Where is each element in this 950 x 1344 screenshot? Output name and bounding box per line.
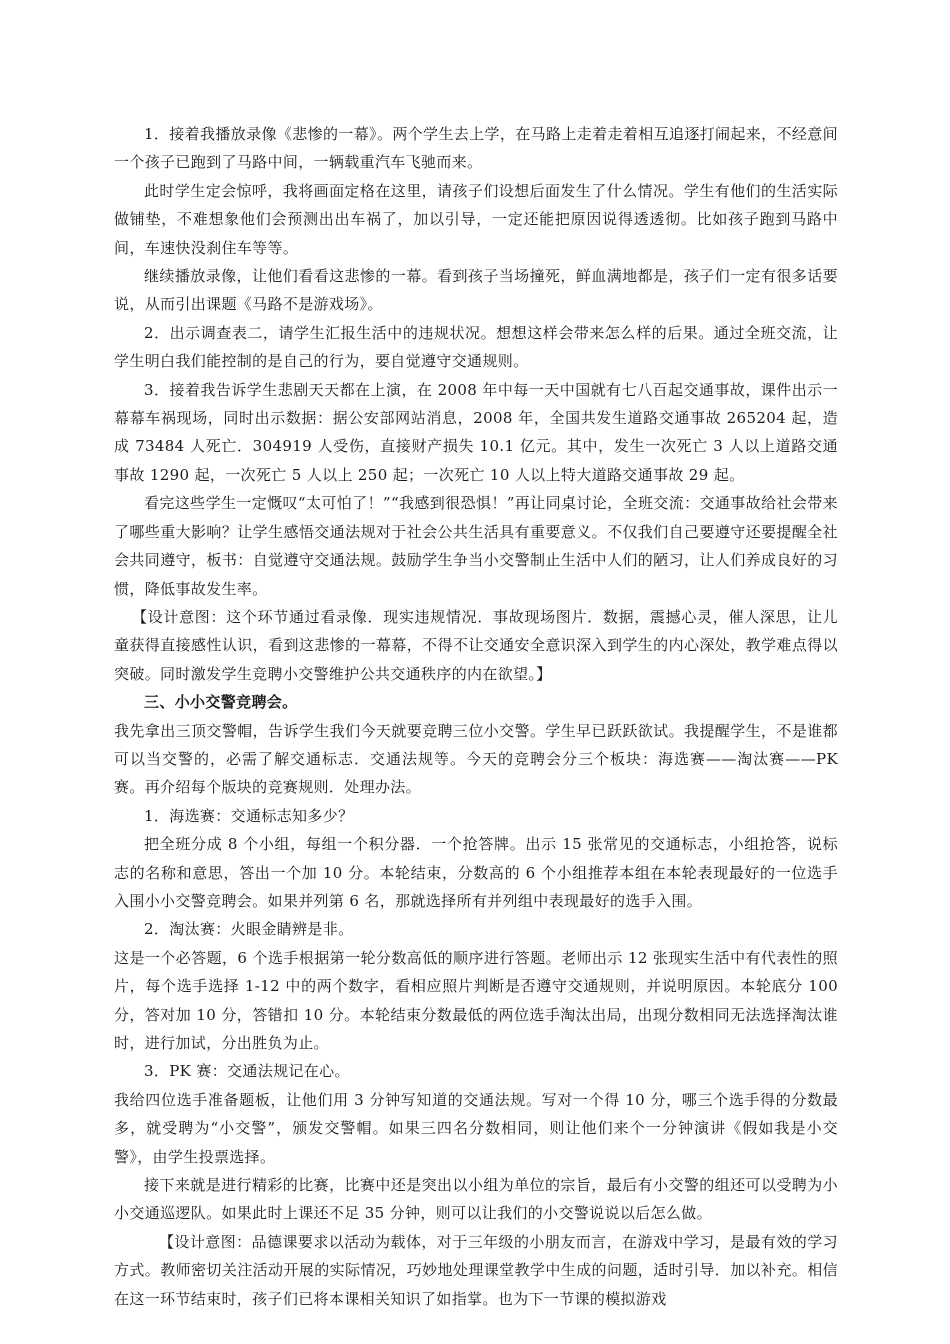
paragraph-design-intent-2: 【设计意图：品德课要求以活动为载体，对于三年级的小朋友而言，在游戏中学习，是最有效的学习方式。教师密切关注活动开展的实际情况，巧妙地处理课堂教学中生成的问题，适时引导．加以补充。相信在这一环节结束时，孩子们已将本课相关知识了如指掌。也为下一节课的模拟游戏	[114, 1232, 838, 1308]
paragraph-round-2-rules: 这是一个必答题，6 个选手根据第一轮分数高低的顺序进行答题。老师出示 12 张现实生活中有代表性的照片，每个选手选择 1-12 中的两个数字，看相应照片判断是否遵守交通规则，并说明原因。本轮底分 100 分，答对加 10 分，答错扣 10 分。本轮结束分数最低的两位选手淘汰出局，出现分数相同无法选择淘汰谁时，进行加试，分出胜负为止。	[114, 948, 838, 1052]
paragraph-lesson-title-intro: 继续播放录像，让他们看看这悲惨的一幕。看到孩子当场撞死，鲜血满地都是，孩子们一定有很多话要说，从而引出课题《马路不是游戏场》。	[114, 267, 838, 314]
document-body	[114, 120, 838, 1313]
paragraph-video-playback: 1．接着我播放录像《悲惨的一幕》。两个学生去上学，在马路上走着走着相互追逐打闹起来，不经意间一个孩子已跑到了马路中间，一辆载重汽车飞驰而来。	[114, 125, 838, 172]
section-heading: 三、小小交警竞聘会。	[144, 693, 298, 712]
paragraph-round-3-rules: 我给四位选手准备题板，让他们用 3 分钟写知道的交通法规。写对一个得 10 分，哪三个选手得的分数最多，就受聘为“小交警”，颁发交警帽。如果三四名分数相同，则让他们来个一分钟演讲《假如我是小交警》，由学生投票选择。	[114, 1090, 838, 1166]
paragraph-accident-statistics: 3．接着我告诉学生悲剧天天都在上演，在 2008 年中每一天中国就有七八百起交通事故，课件出示一幕幕车祸现场，同时出示数据：据公安部网站消息，2008 年，全国共发生道路交通事故 265204 起，造成 73484 人死亡．304919 人受伤，直接财产损失 10.1 亿元。其中，发生一次死亡 3 人以上道路交通事故 1290 起，一次死亡 5 人以上 250 起；一次死亡 10 人以上特大道路交通事故 29 起。	[114, 380, 838, 484]
subheading-round-3: 3．PK 赛：交通法规记在心。	[144, 1062, 350, 1081]
paragraph-design-intent-1: 【设计意图：这个环节通过看录像．现实违规情况．事故现场图片．数据，震撼心灵，催人深思，让儿童获得直接感性认识，看到这悲惨的一幕幕，不得不让交通安全意识深入到学生的内心深处，教学难点得以突破。同时激发学生竞聘小交警维护公共交通秩序的内在欲望。】	[114, 607, 838, 683]
paragraph-survey-table: 2．出示调查表二，请学生汇报生活中的违规状况。想想这样会带来怎么样的后果。通过全班交流，让学生明白我们能控制的是自己的行为，要自觉遵守交通规则。	[114, 323, 838, 371]
subheading-round-2: 2．淘汰赛：火眼金睛辨是非。	[144, 920, 354, 939]
paragraph-competition-intro: 我先拿出三顶交警帽，告诉学生我们今天就要竞聘三位小交警。学生早已跃跃欲试。我提醒学生，不是谁都可以当交警的，必需了解交通标志．交通法规等。今天的竞聘会分三个板块：海选赛——淘汰赛——PK 赛。再介绍每个版块的竞赛规则．处理办法。	[114, 721, 838, 797]
paragraph-class-discussion: 看完这些学生一定慨叹“太可怕了！”“我感到很恐惧！”再让同桌讨论，全班交流：交通事故给社会带来了哪些重大影响？让学生感悟交通法规对于社会公共生活具有重要意义。不仅我们自己要遵守还要提醒全社会共同遵守，板书：自觉遵守交通法规。鼓励学生争当小交警制止生活中人们的陋习，让人们养成良好的习惯，降低事故发生率。	[114, 494, 838, 598]
subheading-round-1: 1．海选赛：交通标志知多少？	[144, 806, 354, 825]
paragraph-round-1-rules: 把全班分成 8 个小组，每组一个积分器．一个抢答牌。出示 15 张常见的交通标志，小组抢答，说标志的名称和意思，答出一个加 10 分。本轮结束，分数高的 6 个小组推荐本组在本轮表现最好的一位选手入围小小交警竞聘会。如果并列第 6 名，那就选择所有并列组中表现最好的选手入围。	[114, 835, 838, 910]
paragraph-competition-process: 接下来就是进行精彩的比赛，比赛中还是突出以小组为单位的宗旨，最后有小交警的组还可以受聘为小小交通巡逻队。如果此时上课还不足 35 分钟，则可以让我们的小交警说说以后怎么做。	[114, 1176, 838, 1223]
paragraph-student-prediction: 此时学生定会惊呼，我将画面定格在这里，请孩子们设想后面发生了什么情况。学生有他们的生活实际做铺垫，不难想象他们会预测出出车祸了，加以引导，一定还能把原因说得透透彻。比如孩子跑到马路中间，车速快没刹住车等等。	[114, 181, 838, 257]
